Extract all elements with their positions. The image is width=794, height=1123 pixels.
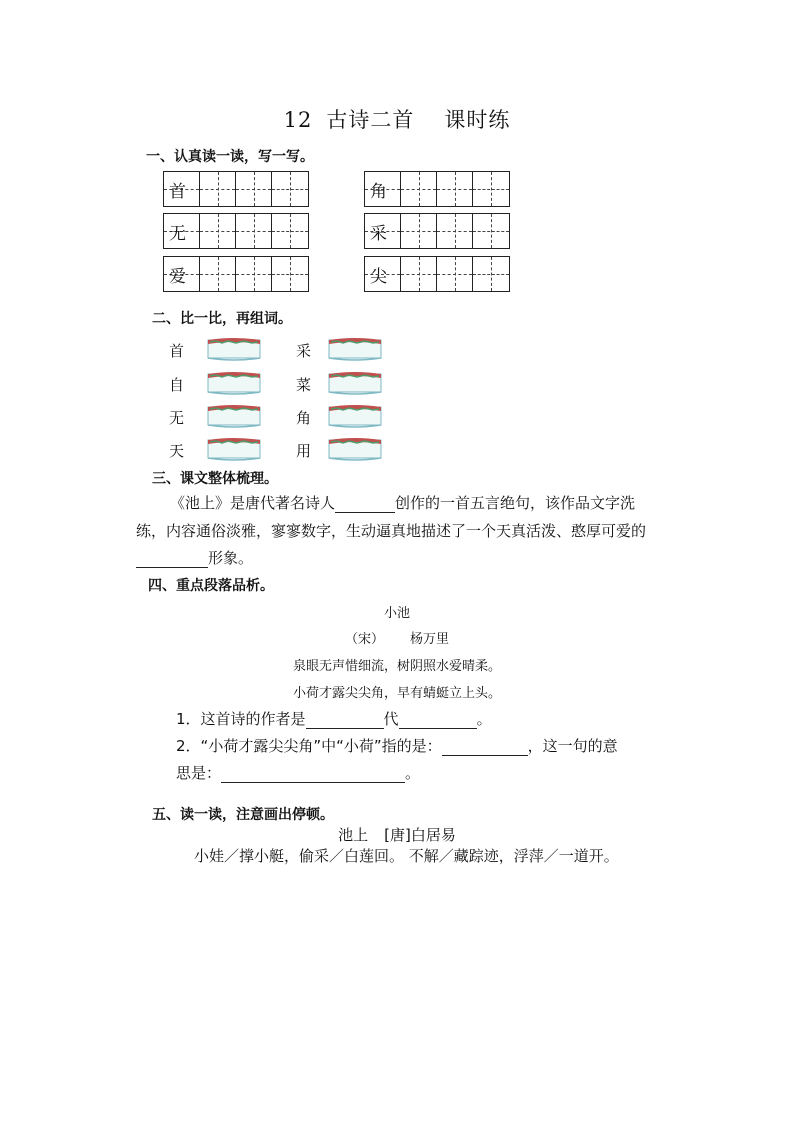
section1-heading: 一、认真读一读，写一写。 xyxy=(146,149,314,165)
grid-char: 角 xyxy=(370,182,387,202)
writing-grid[interactable] xyxy=(364,171,510,207)
scroll-answer-box[interactable] xyxy=(327,371,383,395)
poem-dynasty: （宋） xyxy=(344,632,384,647)
writing-cell[interactable] xyxy=(236,214,272,248)
writing-cell[interactable] xyxy=(236,257,272,291)
compare-char: 用 xyxy=(296,442,312,460)
compare-char: 自 xyxy=(169,376,185,394)
writing-grid[interactable] xyxy=(364,213,510,249)
compare-char: 采 xyxy=(296,342,312,360)
lesson-suffix: 课时练 xyxy=(444,108,511,132)
poem-title: 小池 xyxy=(383,606,410,621)
writing-grid[interactable] xyxy=(163,256,309,292)
lesson-title: 古诗二首 xyxy=(326,108,415,132)
scroll-answer-box[interactable] xyxy=(206,437,262,461)
question-2-cont: 思是： 。 xyxy=(176,764,421,782)
writing-cell[interactable] xyxy=(473,172,509,206)
writing-cell[interactable] xyxy=(437,257,473,291)
poem-line: 小荷才露尖尖角，早有蜻蜓立上头。 xyxy=(292,686,501,701)
writing-grid[interactable] xyxy=(163,213,309,249)
scroll-answer-box[interactable] xyxy=(206,404,262,428)
writing-cell[interactable] xyxy=(200,257,236,291)
writing-cell[interactable] xyxy=(200,172,236,206)
answer-blank[interactable] xyxy=(335,496,395,513)
writing-grid[interactable] xyxy=(364,256,510,292)
writing-cell[interactable] xyxy=(437,214,473,248)
answer-blank[interactable] xyxy=(399,712,477,729)
writing-cell[interactable] xyxy=(473,214,509,248)
answer-blank[interactable] xyxy=(442,739,528,756)
answer-blank[interactable] xyxy=(221,766,405,783)
compare-char: 天 xyxy=(169,442,185,460)
scroll-answer-box[interactable] xyxy=(327,337,383,361)
scroll-answer-box[interactable] xyxy=(206,371,262,395)
grid-char: 首 xyxy=(169,182,186,202)
section3-line2: 练，内容通俗淡雅，寥寥数字，生动逼真地描述了一个天真活泼、憨厚可爱的 xyxy=(136,522,647,540)
scroll-answer-box[interactable] xyxy=(206,337,262,361)
scroll-answer-box[interactable] xyxy=(327,437,383,461)
section3-line1: 《池上》是唐代著名诗人 创作的一首五言绝句，该作品文字洗 xyxy=(170,494,636,512)
writing-grid[interactable] xyxy=(163,171,309,207)
section5-heading: 五、读一读，注意画出停顿。 xyxy=(152,807,334,823)
poem2-line[interactable]: 小娃／撑小艇，偷采／白莲回。 不解／藏踪迹，浮萍／一道开。 xyxy=(194,847,619,865)
writing-cell[interactable] xyxy=(401,172,437,206)
poem2-author: [唐]白居易 xyxy=(384,826,456,844)
grid-char: 尖 xyxy=(370,267,387,287)
section3-line3: 形象。 xyxy=(136,547,253,568)
compare-char: 首 xyxy=(169,342,185,360)
writing-cell[interactable] xyxy=(473,257,509,291)
grid-char: 无 xyxy=(169,224,186,244)
writing-cell[interactable] xyxy=(437,172,473,206)
writing-cell[interactable] xyxy=(272,214,308,248)
grid-char: 采 xyxy=(370,224,387,244)
page-title xyxy=(0,104,794,134)
poem-line: 泉眼无声惜细流，树阴照水爱晴柔。 xyxy=(292,659,501,674)
question-1: 1．这首诗的作者是 代 。 xyxy=(176,710,492,728)
writing-cell[interactable] xyxy=(200,214,236,248)
poem2-header xyxy=(0,824,794,845)
poem-author: 杨万里 xyxy=(410,632,450,647)
compare-char: 无 xyxy=(169,409,185,427)
writing-cell[interactable] xyxy=(401,214,437,248)
writing-cell[interactable] xyxy=(272,257,308,291)
lesson-number: 12 xyxy=(283,108,313,132)
compare-char: 角 xyxy=(296,409,312,427)
writing-cell[interactable] xyxy=(272,172,308,206)
compare-char: 菜 xyxy=(296,376,312,394)
poem-byline xyxy=(0,628,794,647)
writing-cell[interactable] xyxy=(401,257,437,291)
answer-blank[interactable] xyxy=(136,551,208,568)
section2-heading: 二、比一比，再组词。 xyxy=(152,311,292,327)
section4-heading: 四、重点段落品析。 xyxy=(148,578,274,594)
section3-heading: 三、课文整体梳理。 xyxy=(152,471,278,487)
question-2: 2．“小荷才露尖尖角”中“小荷”指的是： ，这一句的意 xyxy=(176,737,618,755)
writing-cell[interactable] xyxy=(236,172,272,206)
poem2-title: 池上 xyxy=(338,826,369,844)
grid-char: 爱 xyxy=(169,267,186,287)
scroll-answer-box[interactable] xyxy=(327,404,383,428)
answer-blank[interactable] xyxy=(306,712,384,729)
